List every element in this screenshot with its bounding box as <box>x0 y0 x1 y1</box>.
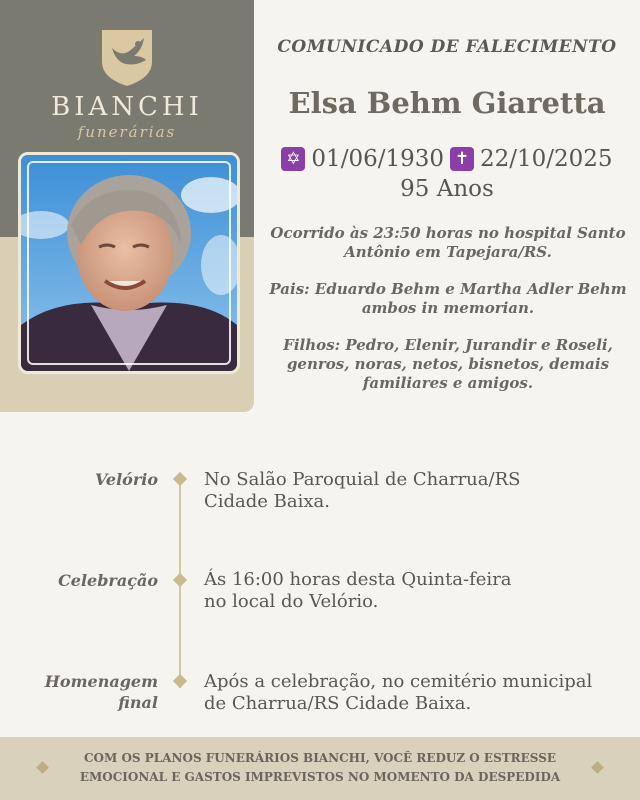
schedule-label-homenagem: Homenagem final <box>44 672 158 712</box>
brand-name: BIANCHI <box>51 92 203 122</box>
life-dates <box>262 146 632 172</box>
birth-date: 01/06/1930 <box>311 146 444 172</box>
photo-frame <box>27 161 231 365</box>
footer-diamond-icon <box>591 761 604 774</box>
schedule-text-velorio: No Salão Paroquial de Charrua/RS Cidade Baixa. <box>204 469 521 512</box>
parents-text: Pais: Eduardo Behm e Martha Adler Behm ambos in memorian. <box>269 280 627 317</box>
age: 95 Anos <box>400 176 494 202</box>
footer-diamond-icon <box>36 761 49 774</box>
occurrence-text: Ocorrido às 23:50 horas no hospital Santo Antônio em Tapejara/RS. <box>270 224 626 261</box>
footer-banner <box>0 737 640 800</box>
children-text: Filhos: Pedro, Elenir, Jurandir e Roseli, genros, noras, netos, bisnetos, demais familiares e amigos. <box>283 336 613 392</box>
left-panel <box>0 0 254 412</box>
star-of-david-icon: ✡ <box>281 147 305 171</box>
death-date: 22/10/2025 <box>480 146 613 172</box>
schedule-text-homenagem: Após a celebração, no cemitério municipal de Charrua/RS Cidade Baixa. <box>204 671 593 714</box>
schedule-label-celebracao: Celebração <box>58 571 158 590</box>
brand-subtitle: funerárias <box>77 123 177 141</box>
deceased-name: Elsa Behm Giaretta <box>288 86 606 120</box>
timeline-diamond-icon <box>173 573 187 587</box>
timeline-diamond-icon <box>173 674 187 688</box>
timeline-diamond-icon <box>173 472 187 486</box>
footer-text: COM OS PLANOS FUNERÁRIOS BIANCHI, VOCÊ REDUZ O ESTRESSE EMOCIONAL E GASTOS IMPREVISTOS NO MOMENTO DA DESPEDIDA <box>79 751 561 784</box>
schedule-text-celebracao: Ás 16:00 horas desta Quinta-feira no local do Velório. <box>204 569 512 612</box>
latin-cross-icon: ✝ <box>450 147 474 171</box>
schedule-label-velorio: Velório <box>94 470 158 489</box>
dove-shield-icon <box>98 26 156 88</box>
announcement-title: COMUNICADO DE FALECIMENTO <box>277 37 617 57</box>
portrait-photo <box>18 152 240 374</box>
